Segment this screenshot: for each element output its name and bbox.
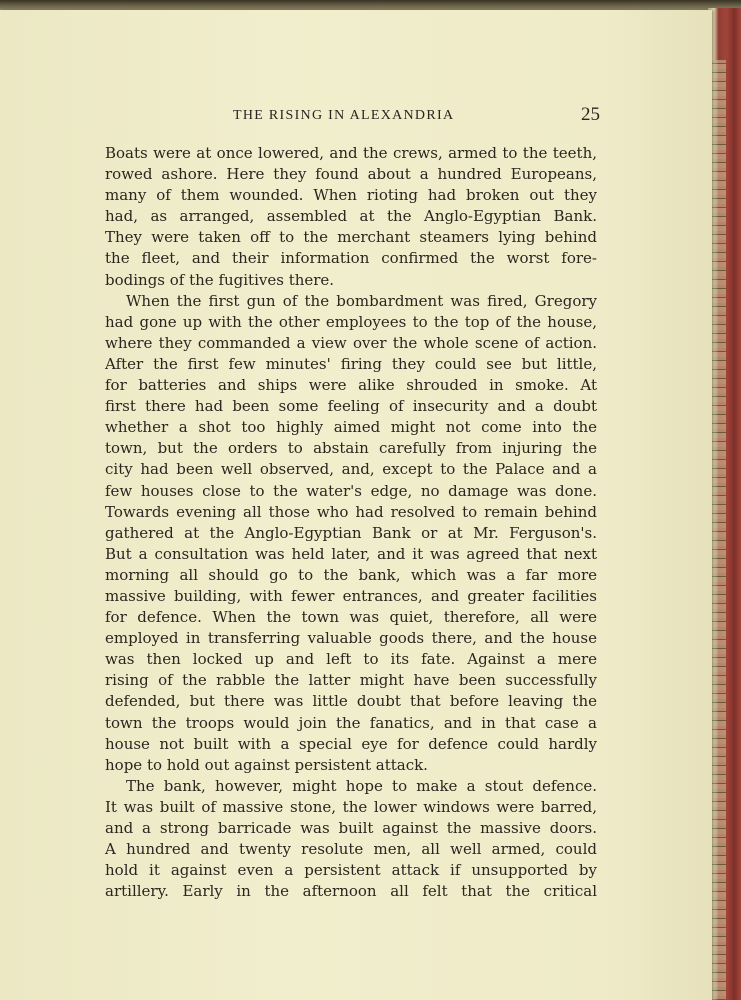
text-line: hold it against even a persistent attack if unsupported by <box>105 861 597 880</box>
text-line: The bank, however, might hope to make a stout defence. <box>126 776 597 795</box>
text-line: employed in transferring valuable goods there, and the house <box>105 629 597 648</box>
text-line: Boats were at once lowered, and the crews, armed to the teeth, <box>105 144 597 162</box>
text-line: massive building, with fewer entrances, and greater facilities <box>105 586 597 605</box>
text-line: hope to hold out against persistent attack. <box>105 755 428 774</box>
text-line: But a consultation was held later, and it was agreed that next <box>105 544 597 563</box>
text-line: and a strong barricade was built against the massive doors. <box>105 819 597 837</box>
text-line: was then locked up and left to its fate. Against a mere <box>105 650 597 669</box>
page-number: 25 <box>581 104 600 125</box>
text-line: artillery. Early in the afternoon all felt that the critical <box>105 882 597 901</box>
text-line: city had been well observed, and, except to the Palace and a <box>105 460 597 479</box>
text-line: had, as arranged, assembled at the Anglo-Egyptian Bank. <box>105 207 597 226</box>
text-line: When the first gun of the bombardment was fired, Gregory <box>126 291 597 310</box>
text-line: town the troops would join the fanatics, and in that case a <box>105 713 597 732</box>
text-line: rising of the rabble the latter might have been successfully <box>105 671 597 690</box>
text-line: defended, but there was little doubt that before leaving the <box>105 692 597 711</box>
text-line: whether a shot too highly aimed might not come into the <box>105 418 597 437</box>
text-line: gathered at the Anglo-Egyptian Bank or at Mr. Ferguson's. <box>105 523 597 542</box>
text-line: the fleet, and their information confirmed the worst fore- <box>105 249 597 268</box>
page-edges <box>712 60 726 1000</box>
text-line: first there had been some feeling of insecurity and a doubt <box>105 397 597 416</box>
page-header <box>105 104 600 130</box>
running-title: THE RISING IN ALEXANDRIA <box>233 108 455 123</box>
text-line: After the first few minutes' firing they could see but little, <box>105 354 597 373</box>
text-line: Towards evening all those who had resolved to remain behind <box>105 502 597 521</box>
text-line: morning all should go to the bank, which was a far more <box>105 565 597 584</box>
text-line: had gone up with the other employees to the top of the house, <box>105 312 597 331</box>
text-line: bodings of the fugitives there. <box>105 270 335 289</box>
text-line: rowed ashore. Here they found about a hundred Europeans, <box>105 165 597 184</box>
text-line: few houses close to the water's edge, no damage was done. <box>105 481 597 500</box>
text-line: A hundred and twenty resolute men, all well armed, could <box>105 840 597 859</box>
text-line: They were taken off to the merchant steamers lying behind <box>105 228 597 247</box>
body-text <box>105 143 597 902</box>
text-line: for defence. When the town was quiet, therefore, all were <box>105 608 597 627</box>
text-line: It was built of massive stone, the lower windows were barred, <box>105 797 597 816</box>
text-line: many of them wounded. When rioting had broken out they <box>105 186 597 205</box>
text-line: where they commanded a view over the whole scene of action. <box>105 333 597 352</box>
text-line: for batteries and ships were alike shrouded in smoke. At <box>105 376 597 395</box>
text-line: town, but the orders to abstain carefully from injuring the <box>105 439 597 458</box>
text-line: house not built with a special eye for defence could hardly <box>105 734 597 753</box>
